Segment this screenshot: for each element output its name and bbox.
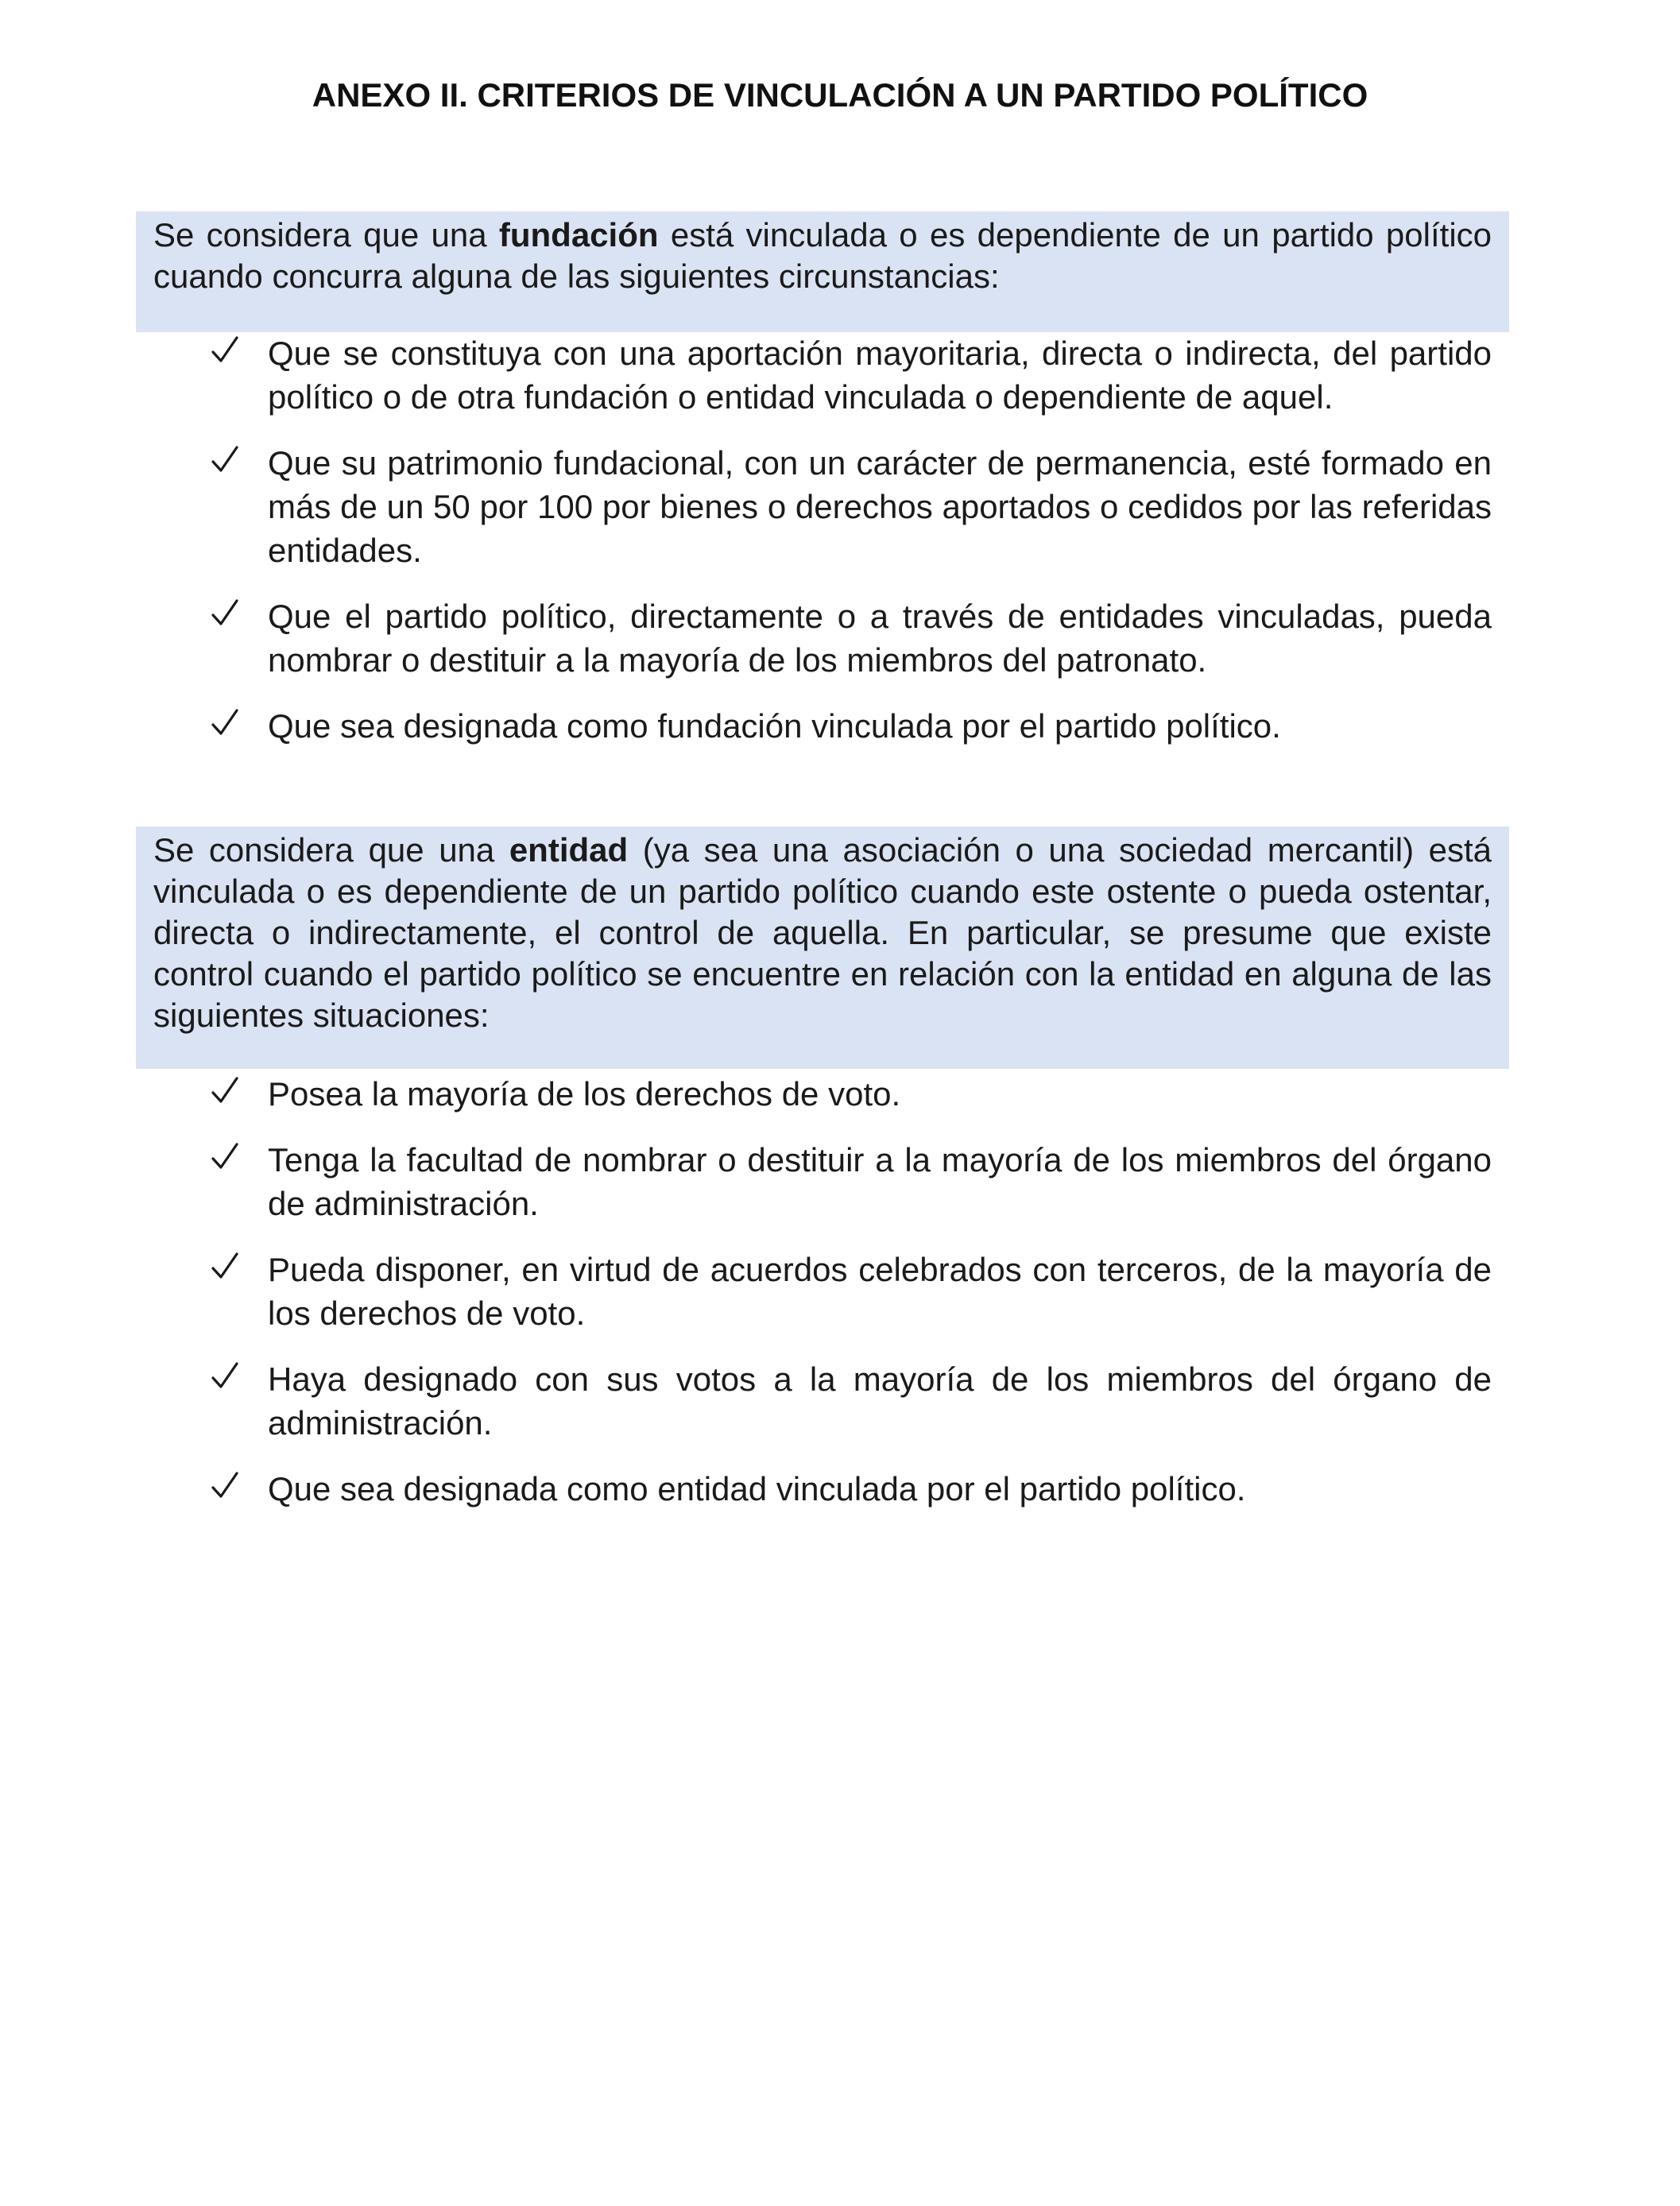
checkmark-icon — [211, 1359, 239, 1394]
fundacion-intro-text: Se considera que una fundación está vinculada o es dependiente de un partido político cuando concurra alguna de las siguientes circunstancias: — [153, 216, 1492, 295]
list-item: Que el partido político, directamente o a través de entidades vinculadas, pueda nombrar o destituir a la mayoría de los miembros del patronato. — [211, 594, 1492, 682]
checkmark-icon — [211, 333, 239, 368]
list-item: Pueda disponer, en virtud de acuerdos celebrados con terceros, de la mayoría de los derechos de voto. — [211, 1248, 1492, 1335]
entidad-intro-text: Se considera que una entidad (ya sea una asociación o una sociedad mercantil) está vinculada o es dependiente de un partido político cuando este ostente o pueda ostentar, directa o indirectamente, el control de aquella. En particular, se presume que existe control cuando el partido político se encuentre en relación con la entidad en alguna de las siguientes situaciones: — [153, 831, 1492, 1034]
checkmark-icon — [211, 443, 239, 478]
checkmark-icon — [211, 1140, 239, 1175]
list-item: Haya designado con sus votos a la mayoría de los miembros del órgano de administración. — [211, 1357, 1492, 1445]
checkmark-icon — [211, 1249, 239, 1284]
list-item: Que su patrimonio fundacional, con un carácter de permanencia, esté formado en más de un 50 por 100 por bienes o derechos aportados o cedidos por las referidas entidades. — [211, 441, 1492, 572]
list-item: Tenga la facultad de nombrar o destituir a la mayoría de los miembros del órgano de administración. — [211, 1138, 1492, 1225]
list-item: Que se constituya con una aportación mayoritaria, directa o indirecta, del partido político o de otra fundación o entidad vinculada o dependiente de aquel. — [211, 331, 1492, 419]
fundacion-intro-box — [136, 211, 1509, 332]
fundacion-keyword: fundación — [498, 216, 659, 253]
checkmark-icon — [211, 596, 239, 631]
checkmark-icon — [211, 1074, 239, 1109]
list-item: Que sea designada como entidad vinculada por el partido político. — [211, 1467, 1492, 1511]
entidad-keyword: entidad — [509, 831, 629, 869]
fundacion-criteria-list — [211, 331, 1492, 770]
page-title: ANEXO II. CRITERIOS DE VINCULACIÓN A UN PARTIDO POLÍTICO — [312, 76, 1368, 114]
checkmark-icon — [211, 1469, 239, 1504]
entidad-intro-box — [136, 826, 1509, 1069]
checkmark-icon — [211, 706, 239, 741]
list-item: Que sea designada como fundación vinculada por el partido político. — [211, 704, 1492, 748]
list-item: Posea la mayoría de los derechos de voto. — [211, 1072, 1492, 1116]
entidad-criteria-list — [211, 1072, 1492, 1533]
